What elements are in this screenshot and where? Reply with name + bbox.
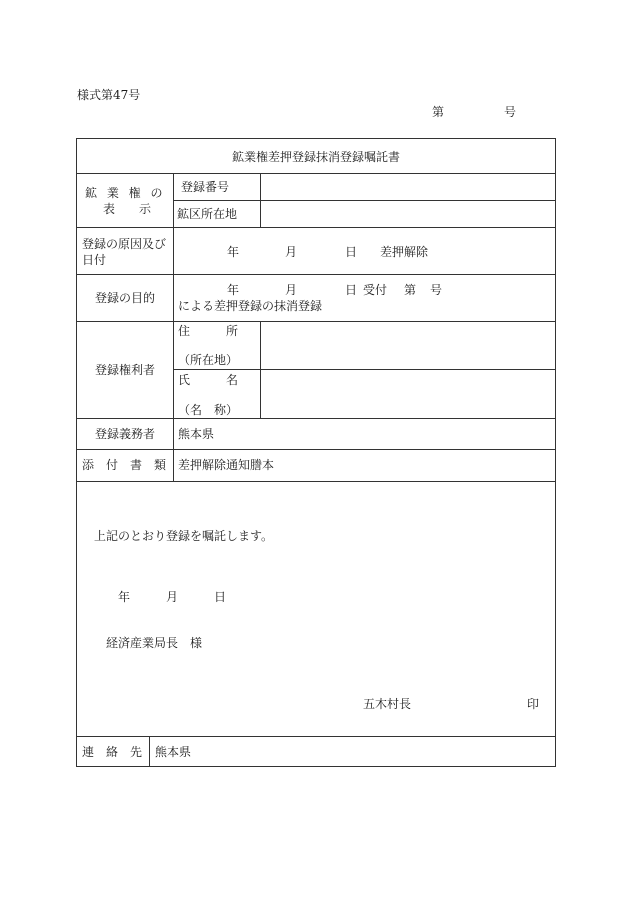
purpose-day: 日 [345,283,358,297]
request-form-table [76,138,556,767]
addressee: 経済産業局長 様 [106,636,203,650]
address-label-line2: （所在地） [178,353,239,367]
holder-label: 登録権利者 [95,363,156,377]
form-number: 様式第47号 [77,88,141,102]
date-day: 日 [214,590,227,604]
obligor-label: 登録義務者 [95,427,156,441]
contact-value: 熊本県 [155,745,192,759]
contact-label: 連 絡 先 [82,745,143,759]
mining-right-label-text: 鉱 業 権 の [85,186,163,200]
seal-mark: 印 [527,697,540,711]
date-year: 年 [118,590,131,604]
mining-right-label-text2: 表 示 [103,202,152,216]
cause-year: 年 [227,245,240,259]
address-label-line1: 住 所 [178,324,239,338]
cause-text: 差押解除 [380,245,429,259]
purpose-month: 月 [285,283,298,297]
purpose-number-suffix: 号 [430,283,443,297]
mining-right-label-line2 [103,202,163,216]
purpose-number-prefix: 第 [404,283,417,297]
purpose-year: 年 [227,283,240,297]
doc-no-suffix: 号 [503,105,516,119]
mining-right-label-line1 [85,186,163,200]
cause-label-line1: 登録の原因及び [82,237,167,251]
doc-no-prefix: 第 [432,105,445,119]
document-number [432,103,516,120]
obligor-value: 熊本県 [178,427,215,441]
cause-day: 日 [345,245,358,259]
form-title: 鉱業権差押登録抹消登録嘱託書 [231,150,400,164]
cause-label-line2: 日付 [82,253,107,267]
cause-month: 月 [285,245,298,259]
attachment-value: 差押解除通知謄本 [178,458,275,472]
request-statement: 上記のとおり登録を嘱託します。 [94,529,274,543]
date-month: 月 [166,590,179,604]
name-label-line1: 氏 名 [178,373,239,387]
purpose-label: 登録の目的 [95,291,156,305]
purpose-receipt: 受付 [363,283,388,297]
attachment-label: 添 付 書 類 [82,458,167,472]
sender-name: 五木村長 [363,697,412,711]
mining-area-location-label: 鉱区所在地 [177,207,238,221]
registration-number-label: 登録番号 [181,180,230,194]
name-label-line2: （名 称） [178,403,239,417]
purpose-line2: による差押登録の抹消登録 [178,299,323,313]
